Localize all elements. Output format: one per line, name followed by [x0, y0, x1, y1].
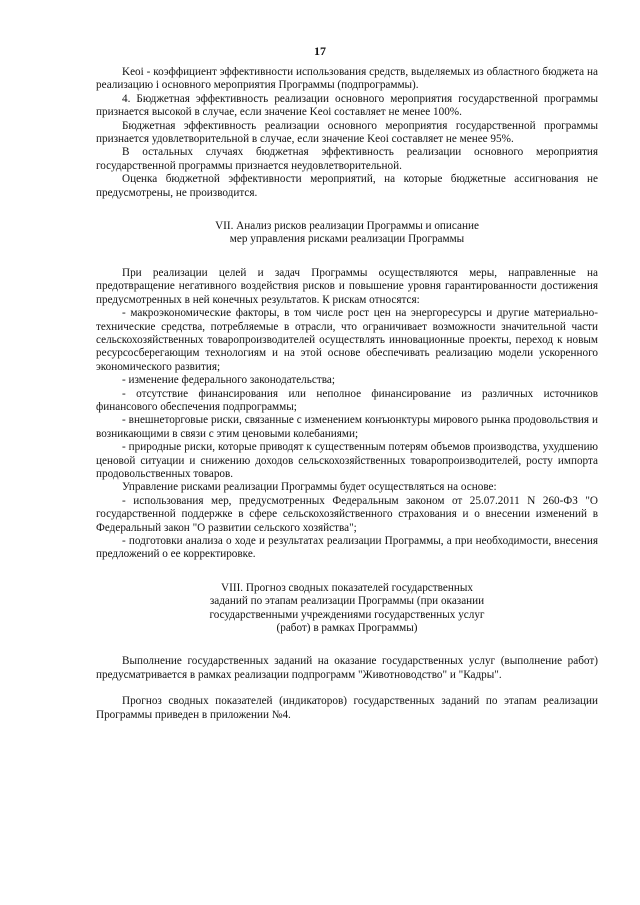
page-number: 17	[314, 44, 326, 58]
risk-management-intro: Управление рисками реализации Программы будет осуществляться на основе:	[122, 481, 497, 494]
risk-item: - изменение федерального законодательства;	[122, 374, 335, 387]
management-measure: - подготовки анализа о ходе и результатах реализации Программы, а при необходимости, внесения предложений о ее корректировке.	[96, 535, 598, 561]
satisfactory-efficiency-paragraph: Бюджетная эффективность реализации основного мероприятия государственной программы признается удовлетворительной в случае, если значение Keoi составляет не менее 95%.	[96, 119, 598, 146]
page-content	[96, 66, 598, 722]
high-efficiency-paragraph: 4. Бюджетная эффективность реализации основного мероприятия государственной программы признается высокой в случае, если значение Keoi составляет не менее 100%.	[96, 92, 598, 119]
risk-item: - природные риски, которые приводят к существенным потерям объемов производства, ухудшению ценовой ситуации и снижению доходов сельскохозяйственных товаропроизводителей, росту импорта продовольственных товаров.	[96, 441, 598, 480]
section7-heading-line1: VII. Анализ рисков реализации Программы и описание	[215, 220, 479, 233]
risk-item: - внешнеторговые риски, связанные с изменением конъюнктуры мирового рынка продовольствия и возникающими в связи с этим ценовыми колебаниями;	[96, 414, 598, 440]
state-tasks-paragraph: Выполнение государственных заданий на оказание государственных услуг (выполнение работ) предусматривается в рамках реализации подпрограмм "Животноводство" и "Кадры".	[96, 655, 598, 681]
forecast-paragraph: Прогноз сводных показателей (индикаторов) государственных заданий по этапам реализации Программы приведен в приложении №4.	[96, 695, 598, 721]
risks-intro: При реализации целей и задач Программы осуществляются меры, направленные на предотвращение негативного воздействия рисков и повышение уровня гарантированности достижения предусмотренных в ней конечных результатов. К рискам относятся:	[96, 266, 598, 306]
section8-heading-line4: (работ) в рамках Программы)	[276, 622, 418, 635]
risk-item: - макроэкономические факторы, в том числе рост цен на энергоресурсы и другие материально-технические средства, потребляемые в отрасли, что ограничивает возможности значительной части сельскохозяйственных товаропроизводителей осуществлять инновационные проекты, переход к новым ресурсосберегающим технологиям и на этой основе обеспечивать реализацию модели ускоренного экономического развития;	[96, 307, 598, 373]
section8-heading-line2: заданий по этапам реализации Программы (при оказании	[209, 595, 485, 608]
management-measure: - использования мер, предусмотренных Федеральным законом от 25.07.2011 N 260-ФЗ "О государственной поддержке в сфере сельскохозяйственного страхования и о внесении изменений в Федеральный закон "О развитии сельского хозяйства";	[96, 494, 598, 534]
keoi-definition: Keoi - коэффициент эффективности использования средств, выделяемых из областного бюджета на реализацию i основного мероприятия Программы (подпрограммы).	[96, 66, 598, 92]
section8-heading-line3: государственными учреждениями государственных услуг	[209, 608, 485, 621]
no-allocation-paragraph: Оценка бюджетной эффективности мероприятий, на которые бюджетные ассигнования не предусмотрены, не производится.	[96, 173, 598, 199]
section7-heading-line2: мер управления рисками реализации Программы	[229, 233, 465, 246]
section8-heading-line1: VIII. Прогноз сводных показателей государственных	[221, 581, 473, 594]
risk-item: - отсутствие финансирования или неполное финансирование из различных источников финансового обеспечения подпрограммы;	[96, 387, 598, 413]
unsatisfactory-efficiency-paragraph: В остальных случаях бюджетная эффективность реализации основного мероприятия государственной программы признается неудовлетворительной.	[96, 146, 598, 172]
